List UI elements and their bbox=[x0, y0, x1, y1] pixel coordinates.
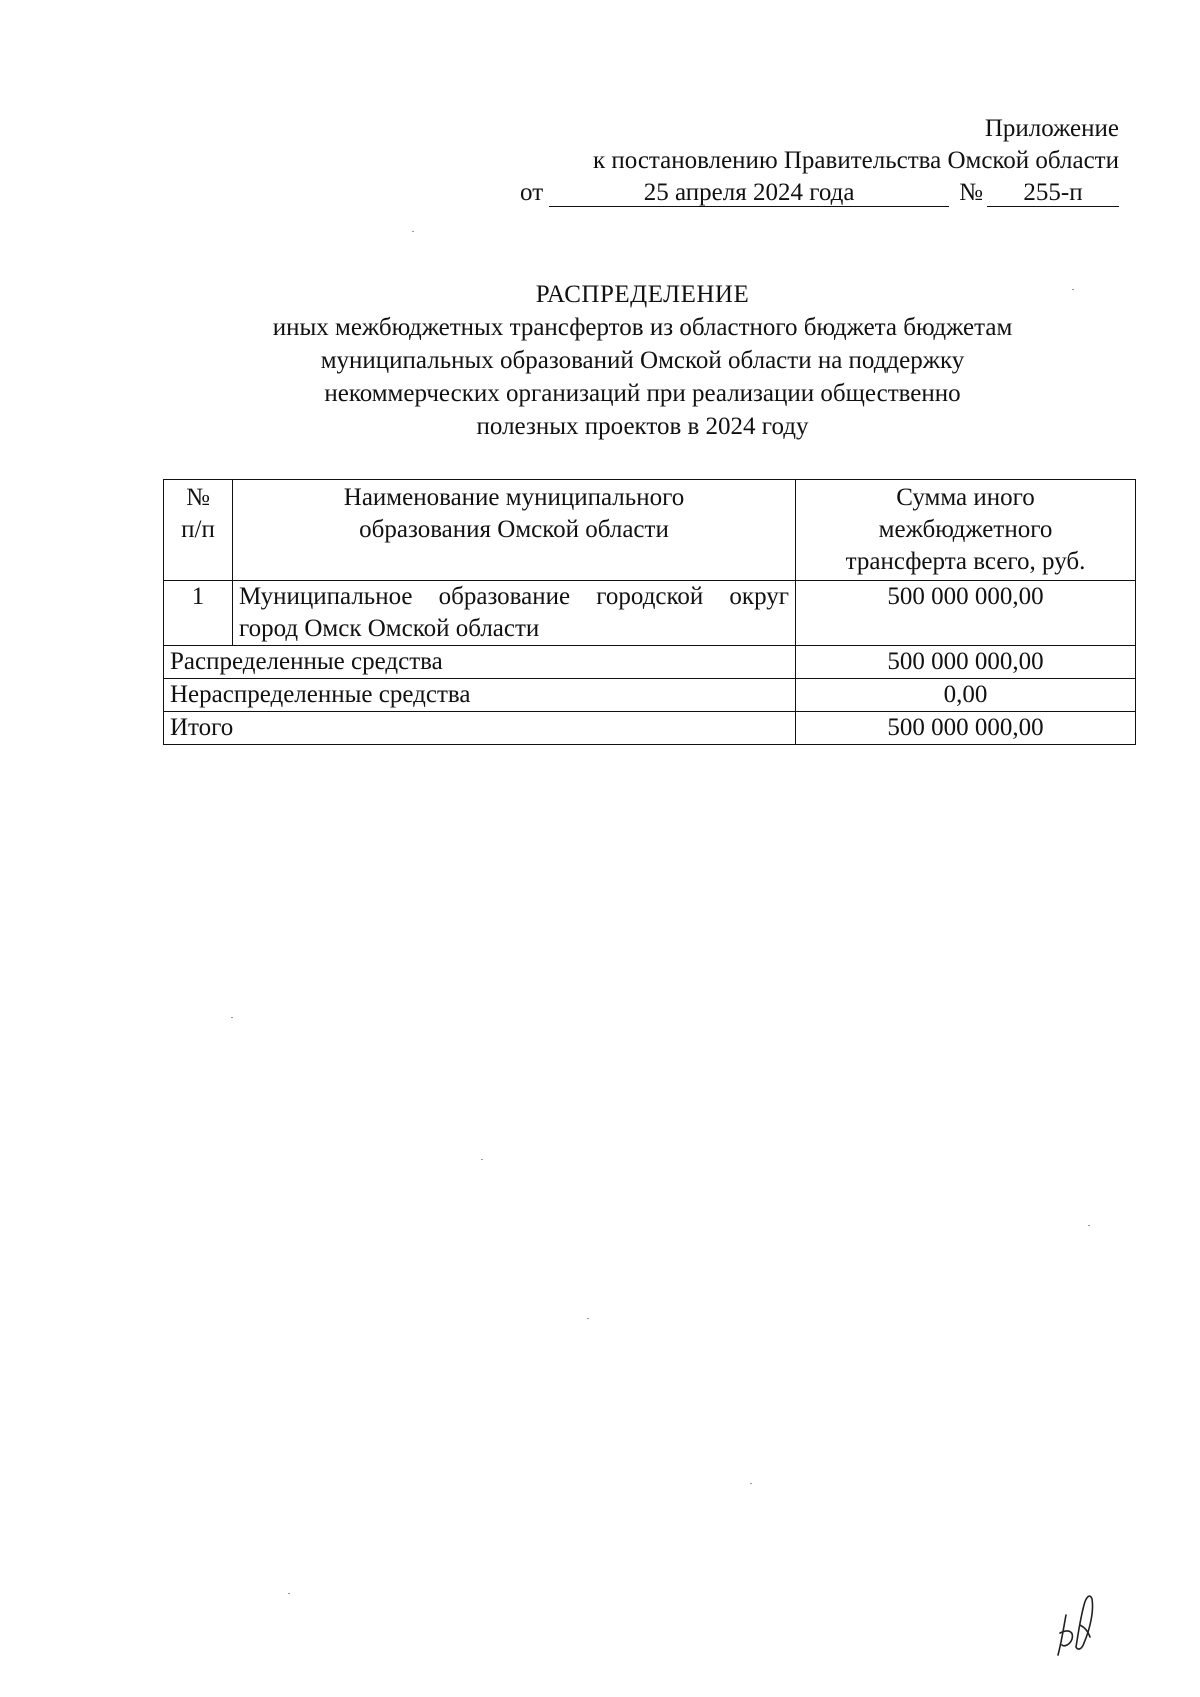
title-subtitle-line: полезных проектов в 2024 году bbox=[476, 413, 809, 440]
header-num-cell bbox=[164, 480, 233, 581]
number-sign: № bbox=[959, 179, 983, 206]
row-num-cell: 1 bbox=[164, 581, 233, 646]
header-sum-cell bbox=[796, 480, 1136, 581]
row-name-cell: Муниципальное образование городской округ город Омск Омской области bbox=[233, 581, 796, 646]
row-sum-cell: 500 000 000,00 bbox=[796, 581, 1136, 646]
summary-sum: 500 000 000,00 bbox=[796, 646, 1136, 679]
header-sum-line: Сумма иного bbox=[896, 484, 1035, 511]
scan-speck bbox=[1088, 1225, 1090, 1226]
resolution-line: к постановлению Правительства Омской области bbox=[592, 147, 1119, 174]
summary-row bbox=[164, 646, 1136, 679]
summary-sum: 500 000 000,00 bbox=[796, 712, 1136, 745]
scan-speck bbox=[1072, 289, 1074, 290]
scan-speck bbox=[288, 1593, 290, 1594]
title-subtitle-line: некоммерческих организаций при реализации общественно bbox=[324, 380, 961, 407]
summary-row bbox=[164, 679, 1136, 712]
header-num-line: № bbox=[186, 484, 210, 511]
header-sum-line: межбюджетного bbox=[878, 516, 1053, 543]
from-label: от bbox=[520, 179, 544, 206]
table-header-row bbox=[164, 480, 1136, 581]
summary-label: Распределенные средства bbox=[164, 646, 796, 679]
summary-row bbox=[164, 712, 1136, 745]
scan-speck bbox=[231, 1017, 233, 1018]
document-title bbox=[150, 278, 1135, 443]
header-sum-line: трансферта всего, руб. bbox=[845, 548, 1086, 575]
appendix-label: Приложение bbox=[984, 115, 1119, 142]
scan-speck bbox=[587, 1318, 589, 1319]
header-name-line: образования Омской области bbox=[359, 516, 669, 543]
scan-speck bbox=[750, 1483, 752, 1484]
date-number-line bbox=[520, 177, 1119, 209]
resolution-date: 25 апреля 2024 года bbox=[549, 180, 949, 207]
title-subtitle-line: иных межбюджетных трансфертов из областного бюджета бюджетам bbox=[272, 314, 1013, 341]
table-row bbox=[164, 581, 1136, 646]
header-name-cell bbox=[233, 480, 796, 581]
header-num-line: п/п bbox=[181, 516, 215, 543]
summary-label: Нераспределенные средства bbox=[164, 679, 796, 712]
header-name-line: Наименование муниципального bbox=[343, 484, 685, 511]
resolution-number: 255-п bbox=[987, 180, 1119, 207]
appendix-header bbox=[520, 113, 1119, 209]
title-subtitle-line: муниципальных образований Омской области на поддержку bbox=[320, 347, 965, 374]
handwritten-signature bbox=[1050, 1585, 1100, 1665]
summary-sum: 0,00 bbox=[796, 679, 1136, 712]
scan-speck bbox=[412, 231, 414, 232]
summary-label: Итого bbox=[164, 712, 796, 745]
title-main: РАСПРЕДЕЛЕНИЕ bbox=[535, 281, 750, 308]
scan-speck bbox=[481, 1159, 483, 1160]
distribution-table bbox=[163, 479, 1136, 745]
